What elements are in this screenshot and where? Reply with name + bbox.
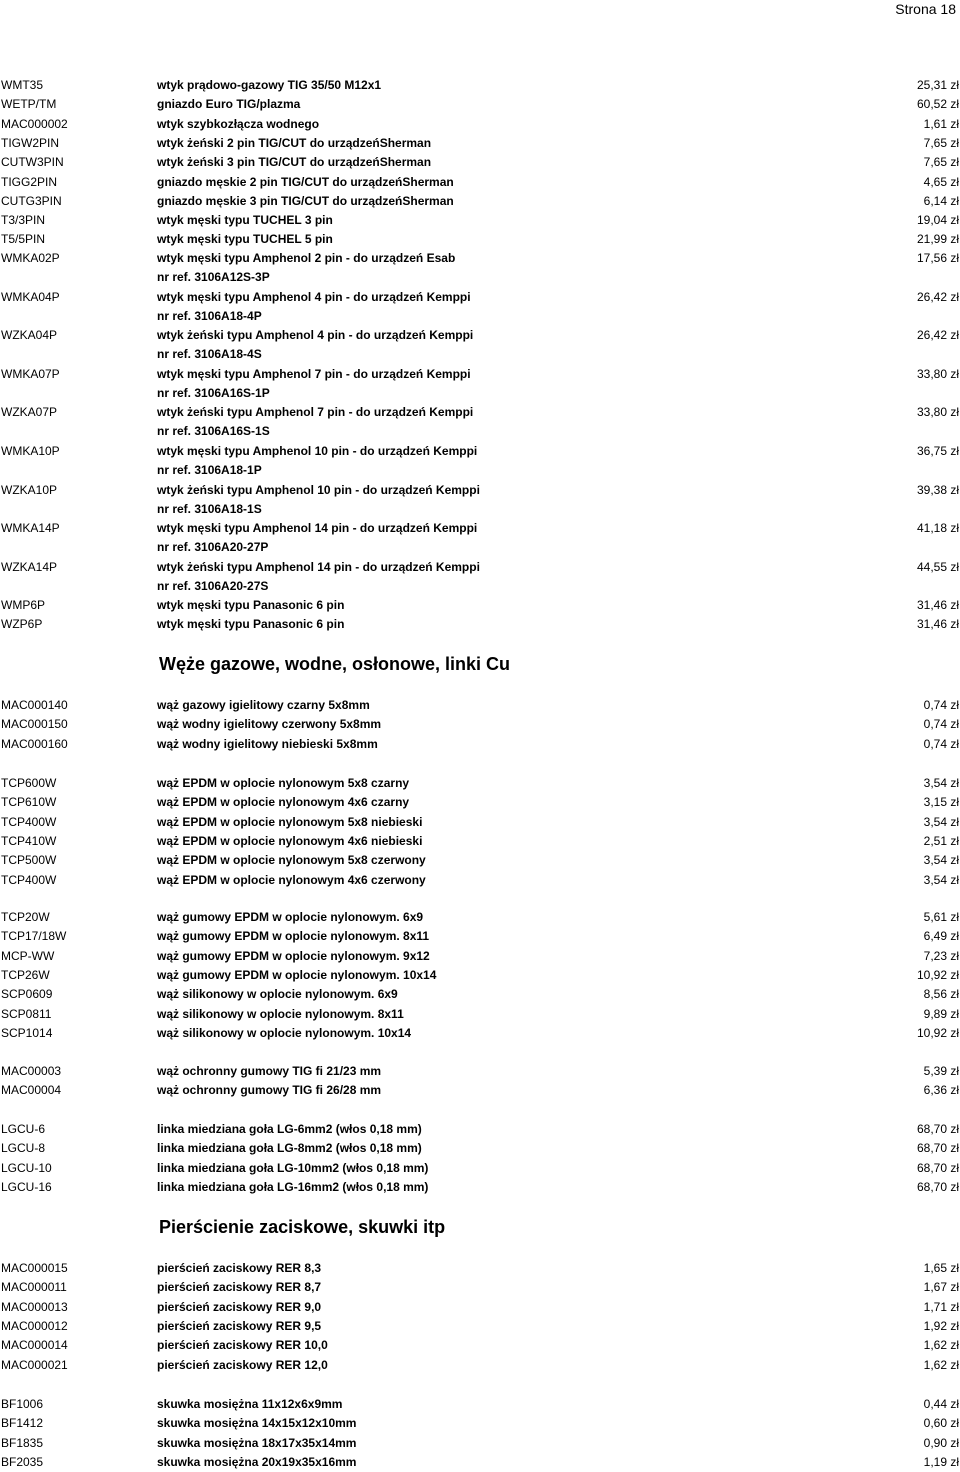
product-code: TCP17/18W [1, 929, 67, 944]
product-description: pierścień zaciskowy RER 9,0 [157, 1299, 322, 1314]
product-code: TCP610W [1, 795, 57, 810]
product-description: wąż EPDM w oplocie nylonowym 5x8 czarny [157, 776, 410, 790]
product-price: 26,42 zł [916, 289, 959, 304]
product-description: wtyk męski typu Amphenol 10 pin - do urządzeń Kemppi [157, 444, 478, 458]
list-item [0, 328, 960, 342]
list-item [0, 1397, 960, 1411]
product-description: wtyk prądowo-gazowy TIG 35/50 M12x1 [157, 78, 382, 92]
product-code: TCP400W [1, 814, 57, 829]
product-description: wtyk męski typu TUCHEL 3 pin [157, 213, 333, 228]
product-code: WZKA04P [1, 328, 58, 343]
product-description: wtyk żeński 2 pin TIG/CUT do urządzeńSherman [157, 135, 432, 150]
product-description: wtyk żeński 3 pin TIG/CUT do urządzeńSherman [157, 155, 432, 170]
product-code: MAC000002 [1, 116, 68, 131]
product-description: pierścień zaciskowy RER 8,3 [157, 1261, 322, 1275]
list-item [0, 290, 960, 304]
product-description: wtyk męski typu Panasonic 6 pin [157, 617, 345, 632]
product-code: MAC000140 [1, 698, 68, 712]
product-code: MAC000150 [1, 717, 68, 732]
list-item [0, 1436, 960, 1450]
product-price: 33,80 zł [916, 405, 959, 420]
product-code: MAC000015 [1, 1261, 68, 1275]
product-code: LGCU-8 [1, 1141, 46, 1156]
product-description: wtyk żeński typu Amphenol 4 pin - do urządzeń Kemppi [157, 328, 474, 343]
list-item [0, 795, 960, 809]
product-price: 1,71 zł [923, 1299, 959, 1314]
product-description: wąż wodny igielitowy czerwony 5x8mm [157, 717, 382, 732]
list-item [0, 1083, 960, 1097]
list-item [0, 483, 960, 497]
list-item [0, 968, 960, 982]
product-price: 5,61 zł [923, 910, 959, 924]
product-description: pierścień zaciskowy RER 10,0 [157, 1338, 328, 1353]
list-item [0, 698, 960, 712]
product-price: 9,89 zł [923, 1006, 959, 1021]
list-item [0, 834, 960, 848]
product-code: WETP/TM [1, 97, 57, 112]
product-price: 0,90 zł [923, 1435, 959, 1450]
reference-number: nr ref. 3106A18-4P [157, 308, 262, 323]
list-item [0, 1416, 960, 1430]
list-item [0, 815, 960, 829]
product-price: 8,56 zł [923, 987, 959, 1002]
product-description: gniazdo męskie 2 pin TIG/CUT do urządzeńSherman [157, 174, 454, 189]
product-code: LGCU-10 [1, 1160, 52, 1175]
product-code: WMKA14P [1, 521, 60, 536]
product-code: MAC000021 [1, 1357, 68, 1372]
list-item [0, 1064, 960, 1078]
product-code: WZP6P [1, 617, 43, 632]
product-description: wtyk męski typu TUCHEL 5 pin [157, 232, 333, 247]
product-code: WZKA10P [1, 482, 58, 497]
section-title-hoses: Węże gazowe, wodne, osłonowe, linki Cu [159, 654, 511, 674]
list-item [0, 717, 960, 731]
reference-number: nr ref. 3106A16S-1P [157, 385, 270, 400]
list-item [0, 78, 960, 92]
product-description: wtyk męski typu Amphenol 2 pin - do urządzeń Esab [157, 251, 456, 265]
list-item [0, 1300, 960, 1314]
product-description: gniazdo męskie 3 pin TIG/CUT do urządzeńSherman [157, 193, 454, 208]
product-code: TCP600W [1, 776, 57, 790]
list-item [0, 405, 960, 419]
product-price: 39,38 zł [916, 482, 959, 497]
product-code: MAC000012 [1, 1318, 68, 1333]
reference-number: nr ref. 3106A20-27P [157, 540, 269, 555]
product-price: 68,70 zł [916, 1141, 959, 1156]
product-price: 21,99 zł [916, 232, 959, 247]
list-item [0, 949, 960, 963]
reference-number: nr ref. 3106A18-1P [157, 463, 262, 477]
product-description: wąż ochronny gumowy TIG fi 21/23 mm [157, 1064, 382, 1078]
product-price: 3,54 zł [923, 814, 959, 829]
list-item [0, 444, 960, 458]
product-price: 3,15 zł [923, 795, 959, 810]
list-item [0, 1455, 960, 1469]
product-code: BF1835 [1, 1435, 44, 1450]
product-price: 7,65 zł [923, 135, 959, 150]
list-item [0, 853, 960, 867]
product-code: MAC00003 [1, 1064, 62, 1078]
reference-number: nr ref. 3106A18-4S [157, 347, 262, 362]
product-price: 17,56 zł [916, 251, 959, 265]
product-price: 41,18 zł [916, 521, 959, 536]
product-price: 1,92 zł [923, 1318, 959, 1333]
product-price: 31,46 zł [916, 617, 959, 632]
product-code: WZKA14P [1, 559, 58, 574]
product-description: wąż EPDM w oplocie nylonowym 5x8 niebieski [157, 814, 423, 829]
product-code: T3/3PIN [1, 213, 46, 228]
product-code: MAC000011 [1, 1280, 67, 1295]
list-item [0, 1358, 960, 1372]
product-price: 26,42 zł [916, 328, 959, 343]
list-item [0, 213, 960, 227]
list-item [0, 873, 960, 887]
product-price: 6,49 zł [923, 929, 959, 944]
list-item [0, 251, 960, 265]
product-price: 1,62 zł [923, 1338, 959, 1353]
product-code: SCP0609 [1, 987, 53, 1002]
product-description: wąż wodny igielitowy niebieski 5x8mm [157, 736, 378, 751]
list-item [0, 1007, 960, 1021]
product-description: linka miedziana goła LG-10mm2 (włos 0,18 mm) [157, 1160, 429, 1175]
list-item [0, 136, 960, 150]
product-price: 5,39 zł [923, 1064, 959, 1078]
product-code: TCP410W [1, 833, 57, 848]
reference-number: nr ref. 3106A20-27S [157, 578, 269, 593]
product-description: skuwka mosiężna 14x15x12x10mm [157, 1416, 357, 1431]
product-code: MAC000014 [1, 1338, 68, 1353]
product-price: 44,55 zł [916, 559, 959, 574]
product-price: 1,61 zł [923, 116, 959, 131]
list-item [0, 175, 960, 189]
product-code: BF1412 [1, 1416, 44, 1431]
product-code: MCP-WW [1, 948, 55, 963]
list-item [0, 367, 960, 381]
product-price: 1,65 zł [923, 1261, 959, 1275]
product-description: wąż EPDM w oplocie nylonowym 5x8 czerwony [157, 853, 426, 868]
product-code: LGCU-16 [1, 1179, 52, 1194]
section-title-rings: Pierścienie zaciskowe, skuwki itp [159, 1217, 446, 1237]
product-code: CUTW3PIN [1, 155, 64, 170]
list-item [0, 737, 960, 751]
product-price: 10,92 zł [916, 967, 959, 982]
product-code: CUTG3PIN [1, 193, 62, 208]
product-description: wtyk męski typu Panasonic 6 pin [157, 598, 345, 612]
list-item [0, 97, 960, 111]
product-price: 0,74 zł [923, 736, 959, 751]
product-code: WMKA07P [1, 366, 60, 381]
product-code: T5/5PIN [1, 232, 46, 247]
product-code: WMKA04P [1, 289, 60, 304]
list-item [0, 1338, 960, 1352]
product-code: WMP6P [1, 598, 46, 612]
reference-number: nr ref. 3106A16S-1S [157, 424, 270, 439]
product-description: wąż EPDM w oplocie nylonowym 4x6 czerwony [157, 872, 426, 887]
product-description: pierścień zaciskowy RER 12,0 [157, 1357, 328, 1372]
product-description: linka miedziana goła LG-8mm2 (włos 0,18 mm) [157, 1141, 422, 1156]
product-price: 68,70 zł [916, 1179, 959, 1194]
product-description: wąż silikonowy w oplocie nylonowym. 6x9 [157, 987, 398, 1002]
product-description: wąż EPDM w oplocie nylonowym 4x6 niebieski [157, 833, 423, 848]
product-description: wąż gumowy EPDM w oplocie nylonowym. 10x14 [157, 967, 437, 982]
list-item [0, 910, 960, 924]
list-item [0, 987, 960, 1001]
product-description: skuwka mosiężna 18x17x35x14mm [157, 1435, 357, 1450]
product-description: pierścień zaciskowy RER 8,7 [157, 1280, 322, 1295]
product-price: 60,52 zł [916, 97, 959, 112]
product-description: skuwka mosiężna 20x19x35x16mm [157, 1454, 357, 1469]
list-item [0, 1180, 960, 1194]
product-code: WZKA07P [1, 405, 58, 420]
product-description: wąż ochronny gumowy TIG fi 26/28 mm [157, 1083, 382, 1098]
product-description: linka miedziana goła LG-6mm2 (włos 0,18 mm) [157, 1122, 422, 1136]
product-description: wtyk męski typu Amphenol 7 pin - do urządzeń Kemppi [157, 366, 471, 381]
list-item [0, 598, 960, 612]
product-description: gniazdo Euro TIG/plazma [157, 97, 301, 112]
product-price: 36,75 zł [916, 444, 959, 458]
list-item [0, 1280, 960, 1294]
list-item [0, 117, 960, 131]
reference-number: nr ref. 3106A12S-3P [157, 270, 270, 284]
product-price: 19,04 zł [916, 213, 959, 228]
list-item [0, 776, 960, 790]
product-code: WMT35 [1, 78, 43, 92]
product-description: skuwka mosiężna 11x12x6x9mm [157, 1397, 343, 1411]
product-description: wąż gumowy EPDM w oplocie nylonowym. 8x11 [157, 929, 430, 944]
product-price: 4,65 zł [923, 174, 959, 189]
product-price: 25,31 zł [916, 78, 959, 92]
list-item [0, 194, 960, 208]
product-description: wąż silikonowy w oplocie nylonowym. 8x11 [157, 1006, 404, 1021]
product-price: 31,46 zł [916, 598, 959, 612]
product-description: wąż silikonowy w oplocie nylonowym. 10x14 [157, 1025, 412, 1040]
product-description: wtyk żeński typu Amphenol 14 pin - do urządzeń Kemppi [157, 559, 480, 574]
list-item [0, 1319, 960, 1333]
product-price: 1,19 zł [923, 1454, 959, 1469]
product-code: TCP400W [1, 872, 57, 887]
product-code: TIGG2PIN [1, 174, 58, 189]
product-price: 7,65 zł [923, 155, 959, 170]
product-description: wtyk żeński typu Amphenol 7 pin - do urządzeń Kemppi [157, 405, 474, 420]
product-price: 68,70 zł [916, 1122, 959, 1136]
product-price: 10,92 zł [916, 1025, 959, 1040]
product-code: MAC00004 [1, 1083, 62, 1098]
list-item [0, 1026, 960, 1040]
product-description: wtyk żeński typu Amphenol 10 pin - do urządzeń Kemppi [157, 482, 480, 497]
list-item [0, 1161, 960, 1175]
list-item [0, 1261, 960, 1275]
product-code: BF2035 [1, 1454, 44, 1469]
product-code: SCP0811 [1, 1006, 52, 1021]
product-code: TCP500W [1, 853, 57, 868]
product-code: TCP20W [1, 910, 50, 924]
product-code: WMKA10P [1, 444, 60, 458]
product-price: 2,51 zł [923, 833, 959, 848]
list-item [0, 155, 960, 169]
list-item [0, 617, 960, 631]
product-price: 7,23 zł [923, 948, 959, 963]
product-description: pierścień zaciskowy RER 9,5 [157, 1318, 322, 1333]
product-price: 1,67 zł [923, 1280, 959, 1295]
product-price: 6,36 zł [923, 1083, 959, 1098]
product-code: SCP1014 [1, 1025, 53, 1040]
product-price: 3,54 zł [923, 776, 959, 790]
product-description: linka miedziana goła LG-16mm2 (włos 0,18 mm) [157, 1179, 429, 1194]
reference-number: nr ref. 3106A18-1S [157, 501, 262, 516]
product-code: TIGW2PIN [1, 135, 60, 150]
product-code: TCP26W [1, 967, 50, 982]
product-price: 0,74 zł [923, 698, 959, 712]
list-item [0, 929, 960, 943]
product-description: wtyk szybkozłącza wodnego [157, 116, 320, 131]
product-description: wąż gumowy EPDM w oplocie nylonowym. 6x9 [157, 910, 424, 924]
list-item [0, 560, 960, 574]
product-code: BF1006 [1, 1397, 44, 1411]
product-price: 68,70 zł [916, 1160, 959, 1175]
product-code: LGCU-6 [1, 1122, 46, 1136]
page-number-label: Strona 18 [895, 1, 956, 17]
list-item [0, 1141, 960, 1155]
product-price: 1,62 zł [923, 1357, 959, 1372]
product-price: 6,14 zł [923, 193, 959, 208]
product-description: wąż gazowy igielitowy czarny 5x8mm [157, 698, 370, 712]
product-description: wąż gumowy EPDM w oplocie nylonowym. 9x12 [157, 948, 430, 963]
product-price: 33,80 zł [916, 366, 959, 381]
product-code: MAC000013 [1, 1299, 68, 1314]
list-item [0, 521, 960, 535]
product-price: 0,60 zł [923, 1416, 959, 1431]
product-description: wtyk męski typu Amphenol 14 pin - do urządzeń Kemppi [157, 521, 478, 536]
product-description: wąż EPDM w oplocie nylonowym 4x6 czarny [157, 795, 410, 810]
list-item [0, 1122, 960, 1136]
product-code: MAC000160 [1, 736, 68, 751]
product-description: wtyk męski typu Amphenol 4 pin - do urządzeń Kemppi [157, 289, 471, 304]
product-price: 3,54 zł [923, 872, 959, 887]
product-price: 0,44 zł [923, 1397, 959, 1411]
product-price: 3,54 zł [923, 853, 959, 868]
product-code: WMKA02P [1, 251, 60, 265]
list-item [0, 232, 960, 246]
product-price: 0,74 zł [923, 717, 959, 732]
